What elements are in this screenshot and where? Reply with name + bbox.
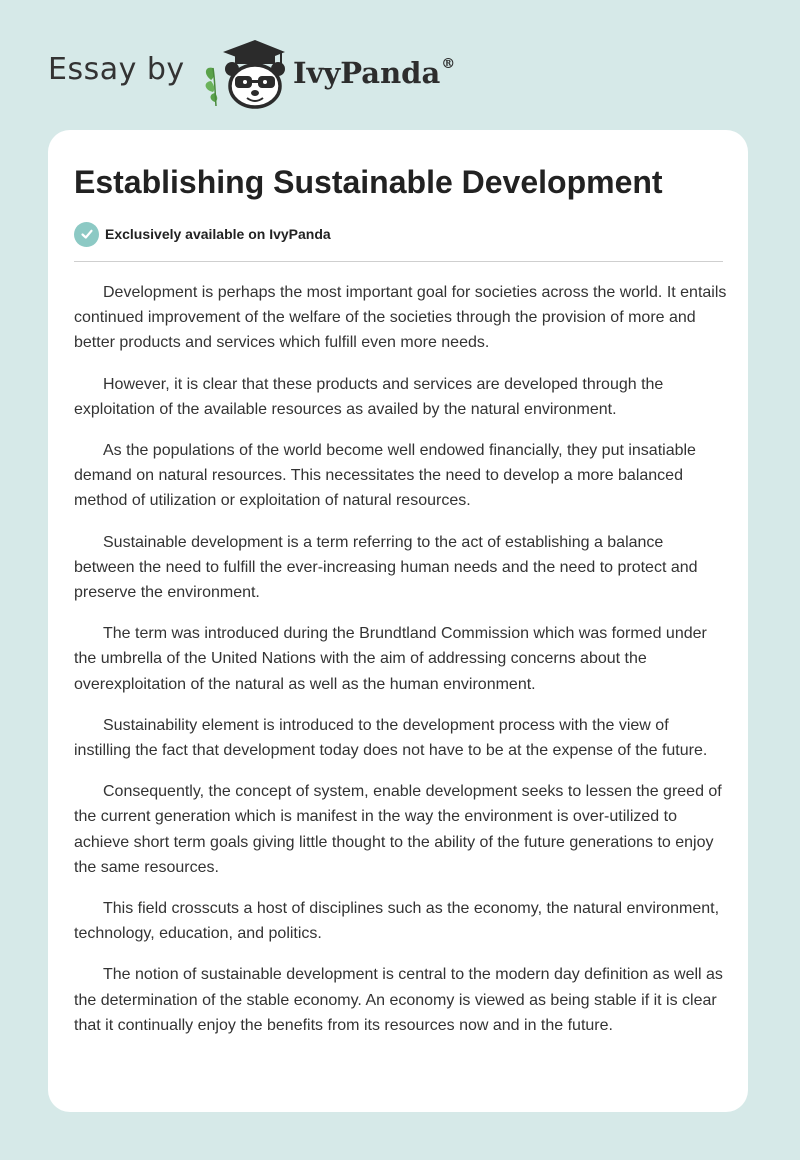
paragraph: As the populations of the world become well endowed financially, they put insatiable demand on natural resources. This necessitates the need to develop a more balanced method of utilization or exploitation of natural resources. — [74, 442, 696, 510]
paragraph: The notion of sustainable development is central to the modern day definition as well as the determination of the stable economy. An economy is viewed as being stable if it is clear that it continually enjoy the benefits from its resources now and in the future. — [74, 966, 723, 1034]
paragraph: This field crosscuts a host of disciplines such as the economy, the natural environment, technology, education, and politics. — [74, 900, 720, 943]
essay-card — [48, 130, 748, 1112]
essay-by-label: Essay by — [48, 52, 185, 87]
essay-body — [74, 280, 728, 1054]
paragraph: The term was introduced during the Brundtland Commission which was formed under the umbrella of the United Nations with the aim of addressing concerns about the overexploitation of the natural as well as the human environment. — [74, 625, 707, 693]
site-header — [48, 30, 648, 110]
check-circle-icon — [74, 222, 99, 247]
paragraph: Consequently, the concept of system, enable development seeks to lessen the greed of the current generation which is manifest in the way the environment is over-utilized to achieve short term goals giving little thought to the ability of the future generations to enjoy the same resources. — [74, 783, 722, 876]
brand-logo-text[interactable]: IvyPanda® — [293, 56, 456, 90]
paragraph: However, it is clear that these products and services are developed through the exploitation of the available resources as availed by the natural environment. — [74, 375, 664, 418]
exclusive-badge-text: Exclusively available on IvyPanda — [105, 226, 331, 242]
page-title: Establishing Sustainable Development — [74, 164, 663, 200]
exclusive-badge — [74, 221, 331, 247]
title-divider — [74, 261, 723, 262]
registered-mark: ® — [441, 56, 456, 73]
paragraph: Development is perhaps the most important goal for societies across the world. It entails continued improvement of the welfare of the societies through the provision of more and better products and services which fulfill even more needs. — [74, 284, 727, 352]
paragraph: Sustainable development is a term referring to the act of establishing a balance between the need to fulfill the ever-increasing human needs and the need to protect and preserve the environment. — [74, 533, 698, 602]
panda-graduate-logo-icon[interactable] — [201, 36, 287, 110]
paragraph: Sustainability element is introduced to the development process with the view of instilling the fact that development today does not have to be at the expense of the future. — [74, 716, 708, 760]
